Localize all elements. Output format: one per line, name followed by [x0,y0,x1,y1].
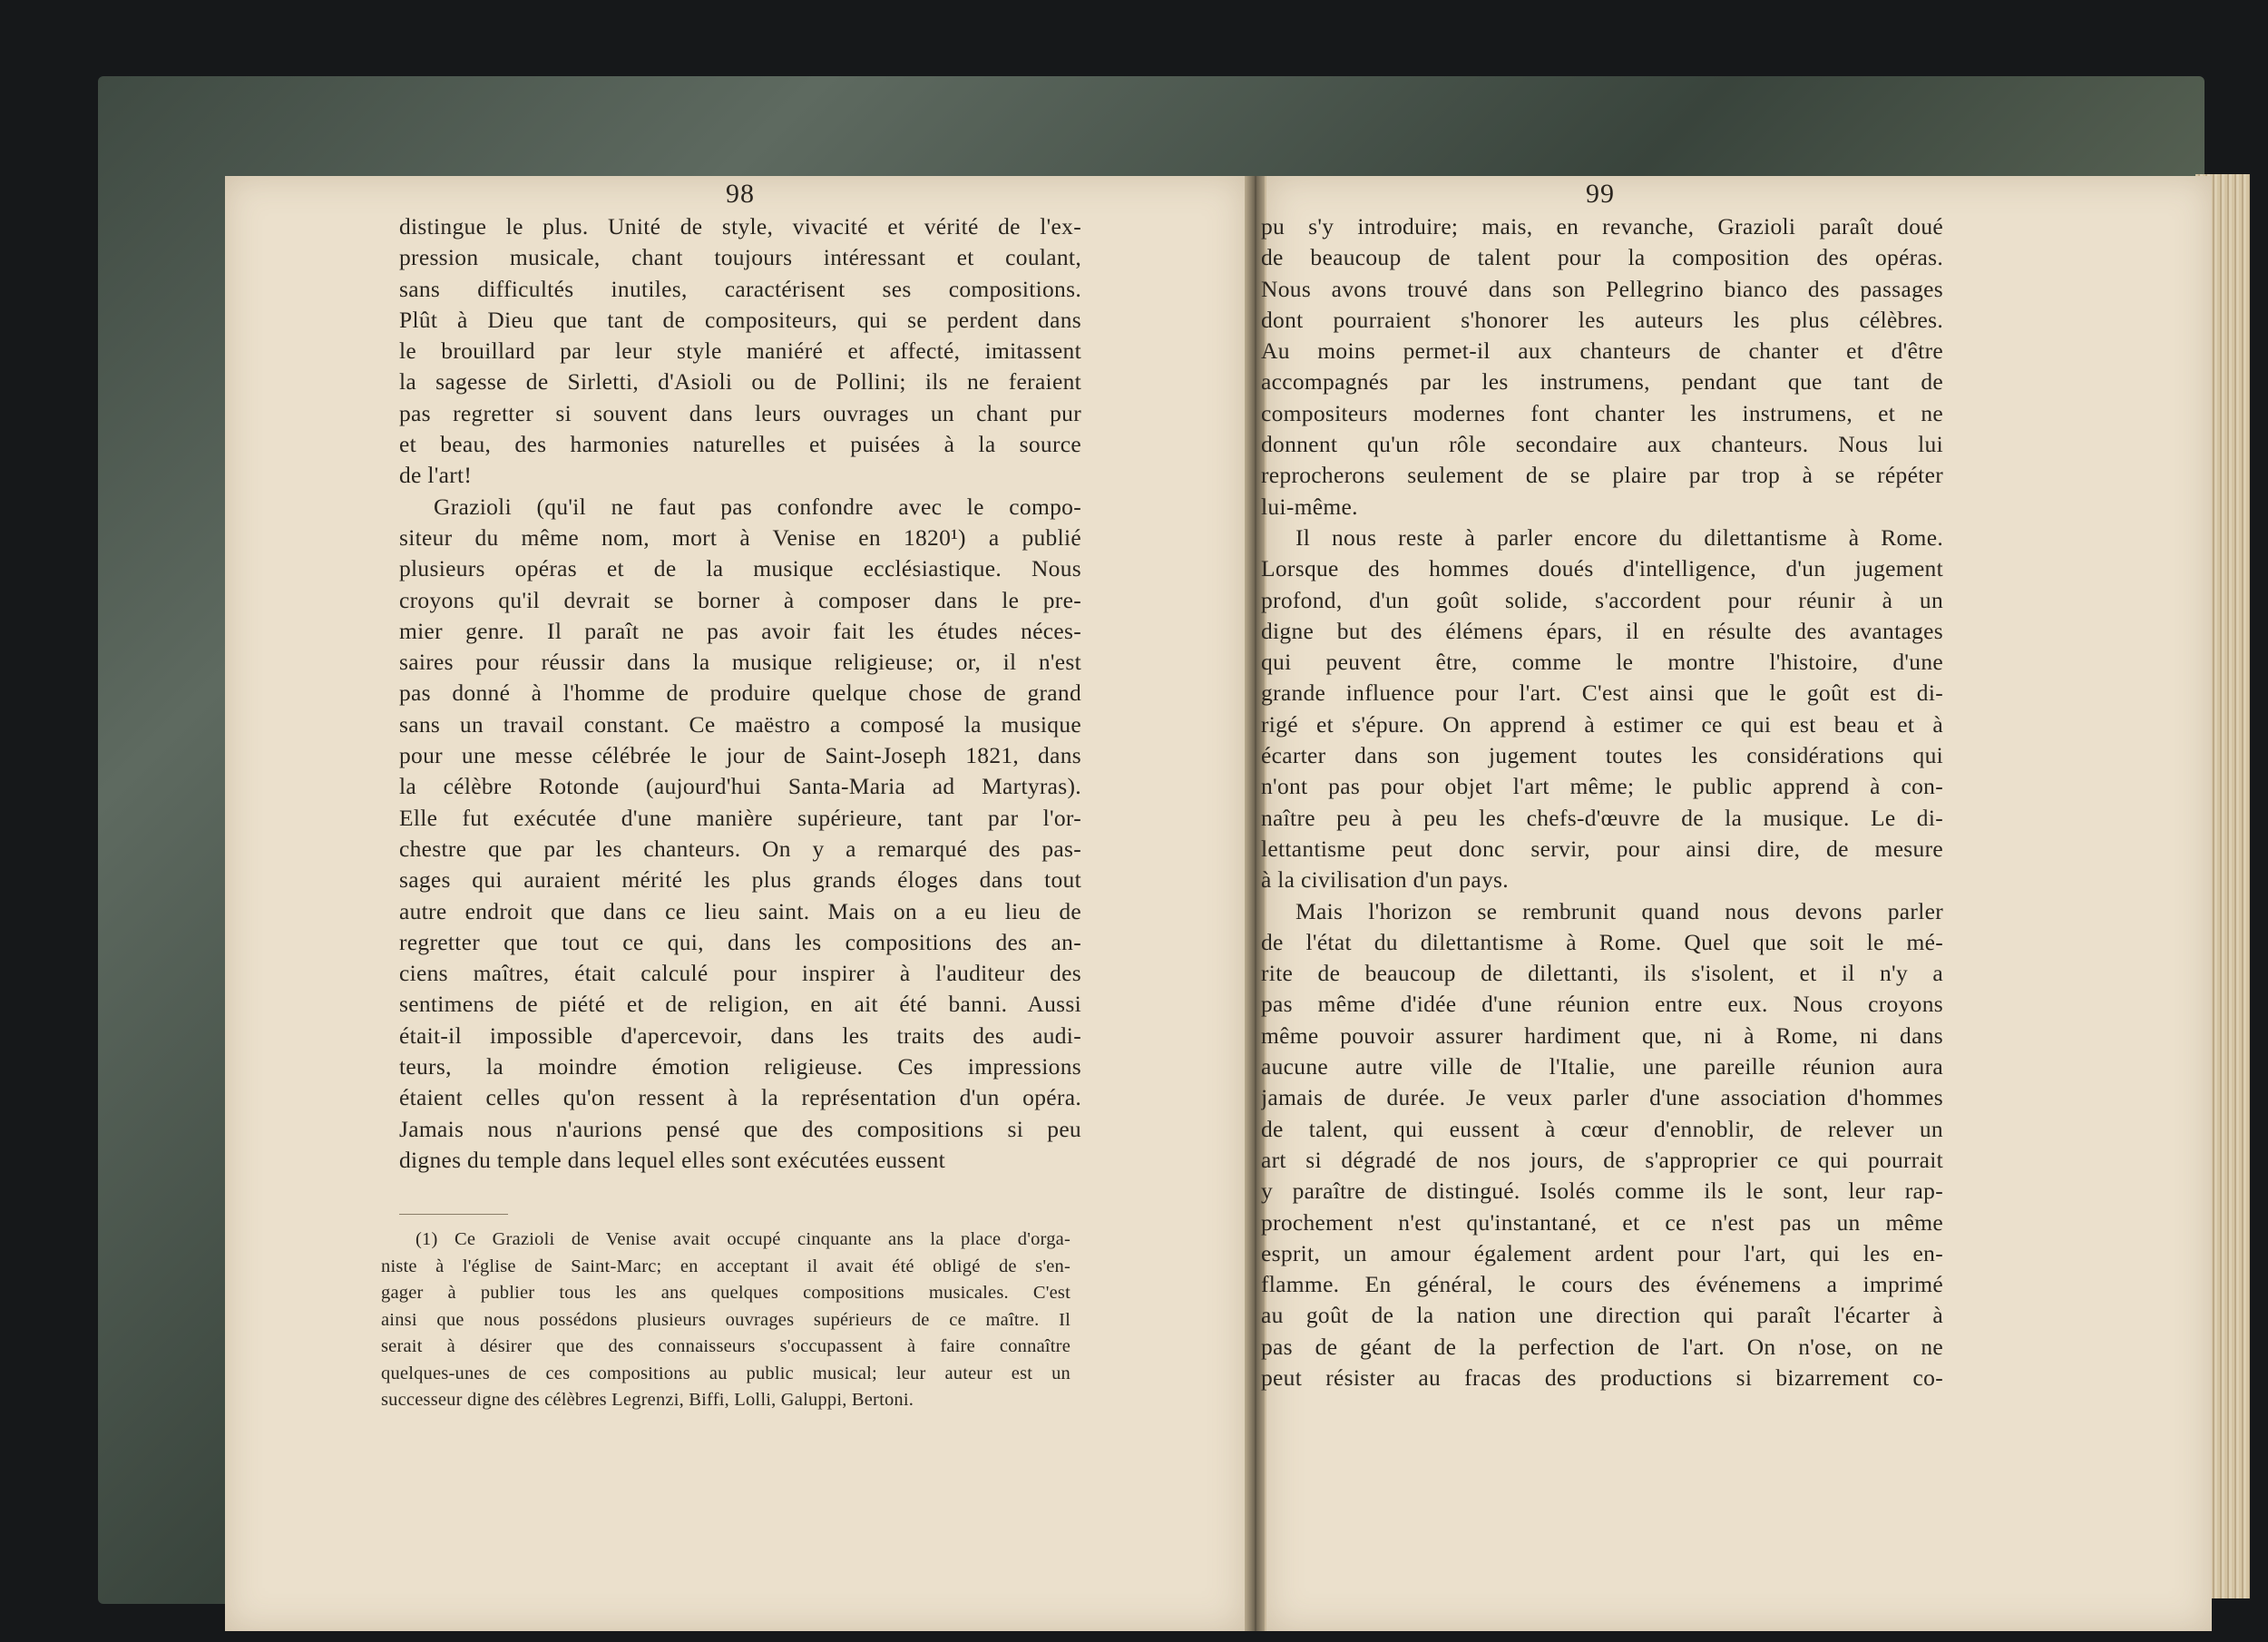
text-line: croyons qu'il devrait se borner à composer dans le pre- [399,586,1081,613]
text-line: lettantisme peut donc servir, pour ainsi dire, de mesure [1261,835,1943,862]
text-line: digne but des élémens épars, il en résulte des avantages [1261,617,1943,644]
text-line: sans difficultés inutiles, caractérisent ses compositions. [399,275,1081,302]
text-line: plusieurs opéras et de la musique ecclésiastique. Nous [399,555,1081,582]
text-line: y paraître de distingué. Isolés comme ils le sont, leur rap- [1261,1178,1943,1205]
text-line: la célèbre Rotonde (aujourd'hui Santa-Maria ad Martyras). [399,773,1081,800]
text-line: de talent, qui eussent à cœur d'ennoblir, de relever un [1261,1115,1943,1142]
text-line: le brouillard par leur style maniéré et affecté, imitassent [399,337,1081,365]
text-line: chestre que par les chanteurs. On y a remarqué des pas- [399,835,1081,862]
text-line: pu s'y introduire; mais, en revanche, Grazioli paraît doué [1261,213,1943,239]
text-line: sages qui auraient mérité les plus grands éloges dans tout [399,866,1081,894]
text-line: lui-même. [1261,493,1358,520]
text-line: de l'art! [399,462,473,489]
left-page-text [399,211,1081,1176]
text-line: et beau, des harmonies naturelles et puisées à la source [399,431,1081,458]
text-line: au goût de la nation une direction qui paraît l'écarter à [1261,1302,1943,1329]
text-line: prochement n'est qu'instantané, et ce n'est pas un même [1261,1208,1943,1236]
text-line: art si dégradé de nos jours, de s'approprier ce qui pourrait [1261,1146,1943,1173]
text-line: qui peuvent être, comme le montre l'histoire, d'une [1261,649,1943,676]
text-line: à la civilisation d'un pays. [1261,866,1509,894]
right-page-number: 99 [1586,179,1615,209]
footnote-line: quelques-unes de ces compositions au public musical; leur auteur est un [381,1363,1070,1383]
text-line: étaient celles qu'on ressent à la représentation d'un opéra. [399,1084,1081,1111]
text-line: sentimens de piété et de religion, en ait été banni. Aussi [399,991,1081,1018]
footnote-rule [399,1214,508,1215]
text-line: sans un travail constant. Ce maëstro a composé la musique [399,710,1081,738]
text-line: peut résister au fracas des productions si bizarrement co- [1261,1363,1943,1391]
text-line: dignes du temple dans lequel elles sont exécutées eussent [399,1146,946,1173]
text-line: compositeurs modernes font chanter les instrumens, et ne [1261,399,1943,426]
text-line: pression musicale, chant toujours intéressant et coulant, [399,244,1081,271]
text-line: mier genre. Il paraît ne pas avoir fait les études néces- [399,617,1081,644]
text-line: pas regretter si souvent dans leurs ouvrages un chant pur [399,399,1081,426]
text-line: rigé et s'épure. On apprend à estimer ce qui est beau et à [1261,710,1943,738]
text-line: naître peu à peu les chefs-d'œuvre de la musique. Le di- [1261,804,1943,831]
text-line: pas de géant de la perfection de l'art. On n'ose, on ne [1261,1333,1943,1360]
text-line: grande influence pour l'art. C'est ainsi que le goût est di- [1261,679,1943,707]
text-line: Grazioli (qu'il ne faut pas confondre avec le compo- [434,493,1081,520]
text-line: distingue le plus. Unité de style, vivacité et vérité de l'ex- [399,213,1081,239]
footnote-line: niste à l'église de Saint-Marc; en acceptant il avait été obligé de s'en- [381,1256,1070,1276]
text-line: de beaucoup de talent pour la composition des opéras. [1261,244,1943,271]
text-line: accompagnés par les instrumens, pendant que tant de [1261,368,1943,396]
text-line: même pouvoir assurer hardiment que, ni à Rome, ni dans [1261,1021,1943,1049]
text-line: donnent qu'un rôle secondaire aux chanteurs. Nous lui [1261,431,1943,458]
footnote-line: gager à publier tous les ans quelques compositions musicales. C'est [381,1283,1070,1303]
text-line: pas donné à l'homme de produire quelque chose de grand [399,679,1081,707]
text-line: esprit, un amour également ardent pour l'art, qui les en- [1261,1239,1943,1266]
left-page-footnote [381,1227,1070,1414]
left-page-number: 98 [726,179,755,209]
text-line: Il nous reste à parler encore du dilettantisme à Rome. [1295,523,1943,551]
text-line: pour une messe célébrée le jour de Saint-Joseph 1821, dans [399,742,1081,769]
right-page-text [1261,211,1943,1393]
footnote-line: successeur digne des célèbres Legrenzi, Biffi, Lolli, Galuppi, Bertoni. [381,1390,914,1410]
text-line: ciens maîtres, était calculé pour inspirer à l'auditeur des [399,960,1081,987]
text-line: autre endroit que dans ce lieu saint. Mais on a eu lieu de [399,897,1081,924]
text-line: teurs, la moindre émotion religieuse. Ces impressions [399,1053,1081,1080]
text-line: dont pourraient s'honorer les auteurs les plus célèbres. [1261,306,1943,333]
text-line: flamme. En général, le cours des événemens a imprimé [1261,1271,1943,1298]
text-line: siteur du même nom, mort à Venise en 1820¹) a publié [399,523,1081,551]
text-line: Mais l'horizon se rembrunit quand nous devons parler [1295,897,1943,924]
text-line: Lorsque des hommes doués d'intelligence, d'un jugement [1261,555,1943,582]
text-line: aucune autre ville de l'Italie, une pareille réunion aura [1261,1053,1943,1080]
text-line: profond, d'un goût solide, s'accordent pour réunir à un [1261,586,1943,613]
footnote-line: serait à désirer que des connaisseurs s'occupassent à faire connaître [381,1336,1070,1356]
text-line: Elle fut exécutée d'une manière supérieure, tant par l'or- [399,804,1081,831]
text-line: regretter que tout ce qui, dans les compositions des an- [399,928,1081,955]
text-line: écarter dans son jugement toutes les considérations qui [1261,742,1943,769]
footnote-line: ainsi que nous possédons plusieurs ouvrages supérieurs de ce maître. Il [381,1309,1070,1330]
text-line: Au moins permet-il aux chanteurs de chanter et d'être [1261,337,1943,365]
footnote-line: (1) Ce Grazioli de Venise avait occupé cinquante ans la place d'orga- [415,1229,1070,1249]
text-line: Plût à Dieu que tant de compositeurs, qui se perdent dans [399,306,1081,333]
text-line: n'ont pas pour objet l'art même; le public apprend à con- [1261,773,1943,800]
text-line: pas même d'idée d'une réunion entre eux. Nous croyons [1261,991,1943,1018]
text-line: de l'état du dilettantisme à Rome. Quel que soit le mé- [1261,928,1943,955]
text-line: Nous avons trouvé dans son Pellegrino bianco des passages [1261,275,1943,302]
text-line: la sagesse de Sirletti, d'Asioli ou de Pollini; ils ne feraient [399,368,1081,396]
text-line: reprocherons seulement de se plaire par trop à se répéter [1261,462,1943,489]
text-line: rite de beaucoup de dilettanti, ils s'isolent, et il n'y a [1261,960,1943,987]
text-line: saires pour réussir dans la musique religieuse; or, il n'est [399,649,1081,676]
text-line: Jamais nous n'aurions pensé que des compositions si peu [399,1115,1081,1142]
text-line: jamais de durée. Je veux parler d'une association d'hommes [1261,1084,1943,1111]
text-line: était-il impossible d'apercevoir, dans les traits des audi- [399,1021,1081,1049]
